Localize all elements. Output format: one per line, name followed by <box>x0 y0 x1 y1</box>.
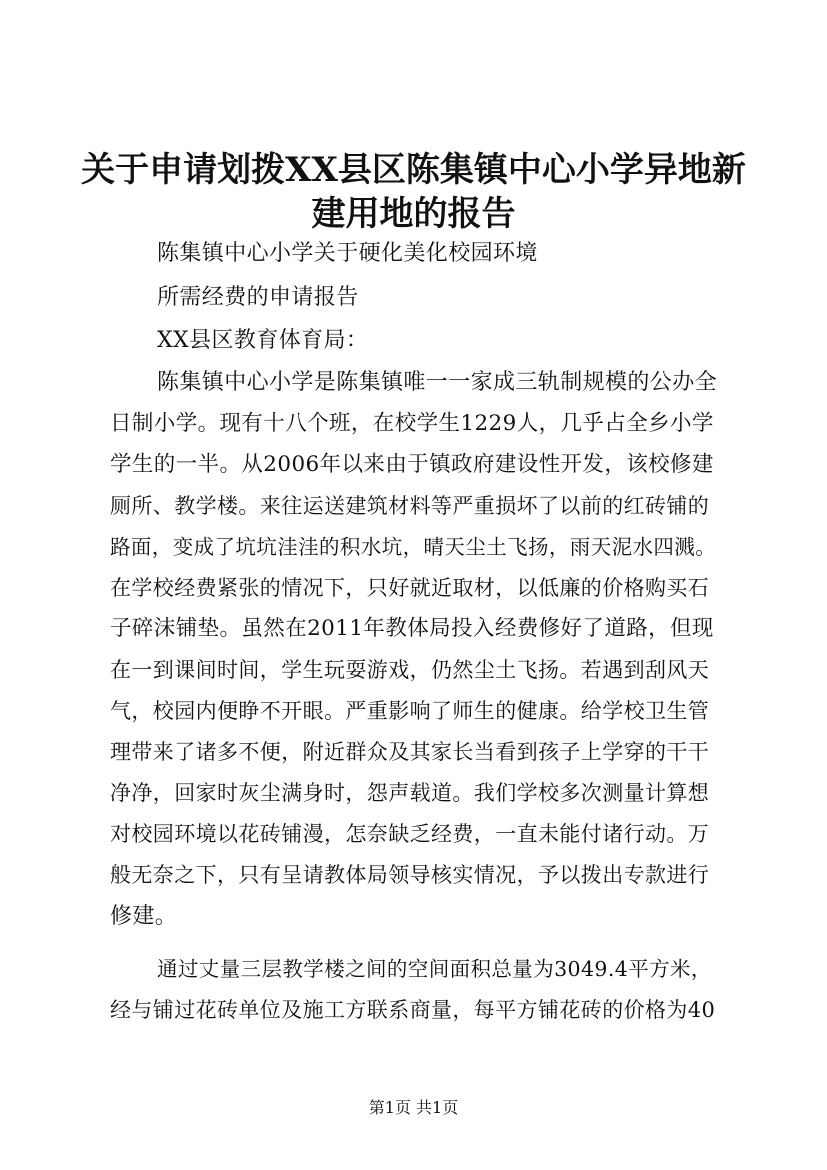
paragraph-1-line: 在学校经费紧张的情况下，只好就近取材，以低廉的价格购买石 <box>110 576 710 600</box>
paragraph-1-line: 理带来了诸多不便，附近群众及其家长当看到孩子上学穿的干干 <box>110 740 710 764</box>
paragraph-1-line: 对校园环境以花砖铺漫，怎奈缺乏经费，一直未能付诸行动。万 <box>110 822 710 846</box>
paragraph-1-line: 日制小学。现有十八个班，在校学生1229人，几乎占全乡小学 <box>110 411 714 436</box>
paragraph-1-line: 路面，变成了坑坑洼洼的积水坑，晴天尘土飞扬，雨天泥水四溅。 <box>110 535 717 559</box>
paragraph-1-line: 在一到课间时间，学生玩耍游戏，仍然尘土飞扬。若遇到刮风天 <box>110 658 710 682</box>
title-line-2: 建用地的报告 <box>311 194 516 234</box>
paragraph-1-line: 般无奈之下，只有呈请教体局领导核实情况，予以拨出专款进行 <box>110 863 710 887</box>
paragraph-2-line: 通过丈量三层教学楼之间的空间面积总量为3049.4平方米， <box>157 957 712 981</box>
page-footer: 第1页 共1页 <box>368 1098 459 1117</box>
paragraph-1-line: 子碎沫铺垫。虽然在2011年教体局投入经费修好了道路，但现 <box>110 616 714 641</box>
subtitle-line-1: 陈集镇中心小学关于硬化美化校园环境 <box>157 241 538 266</box>
paragraph-1-line: 厕所、教学楼。来往运送建筑材料等严重损坏了以前的红砖铺的 <box>110 494 710 518</box>
subtitle-line-2: 所需经费的申请报告 <box>157 285 359 310</box>
paragraph-2-line: 经与铺过花砖单位及施工方联系商量，每平方铺花砖的价格为40 <box>110 998 716 1022</box>
paragraph-1-line: 学生的一半。从2006年以来由于镇政府建设性开发，该校修建 <box>110 452 714 477</box>
document-title <box>60 148 767 236</box>
addressee: XX县区教育体育局： <box>157 328 369 353</box>
paragraph-1-line: 修建。 <box>110 904 178 929</box>
paragraph-1-line: 陈集镇中心小学是陈集镇唯一一家成三轨制规模的公办全 <box>157 370 718 395</box>
title-line-1: 关于申请划拨XX县区陈集镇中心小学异地新 <box>81 150 746 190</box>
paragraph-1-line: 净净，回家时灰尘满身时，怨声载道。我们学校多次测量计算想 <box>110 781 710 805</box>
paragraph-1-line: 气，校园内便睁不开眼。严重影响了师生的健康。给学校卫生管 <box>110 699 710 723</box>
